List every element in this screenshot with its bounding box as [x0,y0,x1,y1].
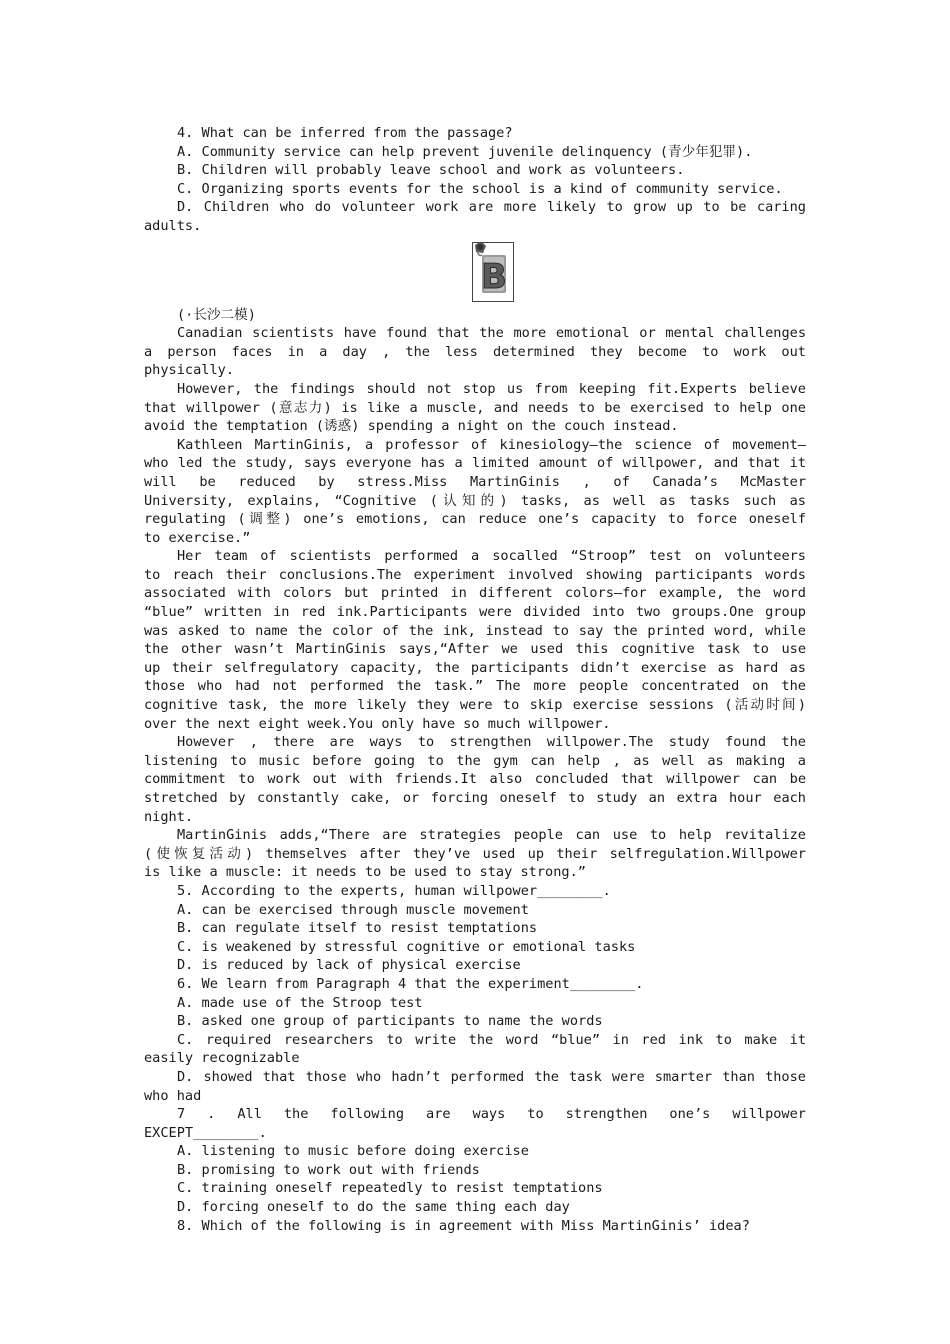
option-4b: B. Children will probably leave school and work as volunteers. [177,162,685,179]
passage-a-question-block [144,124,806,236]
source-label: (·长沙二模) [177,306,256,323]
section-header [144,236,806,306]
question-4: 4. What can be inferred from the passage? [177,125,513,141]
passage-b-text-line: University, explains, “Cognitive (认知的) tasks, as well as tasks such as [144,492,806,509]
passage-b-text-line: who led the study, says everyone has a limited amount of willpower, and that it [144,455,806,472]
question-text-line: B. asked one group of participants to name the words [177,1013,603,1030]
passage-b-text-line: night. [144,808,194,825]
question-text-line: who had [144,1087,202,1104]
question-text-line: 5. According to the experts, human willpower________. [177,882,611,899]
passage-b-text-line: avoid the temptation (诱惑) spending a night on the couch instead. [144,418,679,435]
option-4d-line2: adults. [144,217,202,234]
passage-b-text-line: MartinGinis adds,“There are strategies people can use to help revitalize [177,827,806,844]
passage-b-text-line: a person faces in a day , the less determined they become to work out [144,343,806,360]
passage-b-text-line: up their selfregulatory capacity, the participants didn’t exercise as hard as [144,659,806,676]
passage-b-text-line: regulating (调整) one’s emotions, can reduce one’s capacity to force oneself [144,511,806,528]
question-text-line: A. listening to music before doing exercise [177,1143,529,1160]
question-text-line: easily recognizable [144,1050,300,1067]
passage-b [144,324,806,882]
passage-b-text-line: Her team of scientists performed a socalled “Stroop” test on volunteers [177,548,806,565]
passage-b-text-line: listening to music before going to the gym can help , as well as making a [144,752,806,769]
passage-b-text-line: Canadian scientists have found that the more emotional or mental challenges [177,325,806,342]
option-4c: C. Organizing sports events for the school is a kind of community service. [177,180,783,197]
passage-b-text-line: was asked to name the color of the ink, instead to say the printed word, while [144,622,806,639]
passage-b-text-line: cognitive task, the more likely they were to skip exercise sessions (活动时间) [144,697,806,714]
passage-b-text-line: will be reduced by stress.Miss MartinGinis , of Canada’s McMaster [144,473,806,490]
question-text-line: C. is weakened by stressful cognitive or emotional tasks [177,938,636,955]
passage-b-text-line: associated with colors but printed in different colors—for example, the word [144,585,806,602]
passage-b-text-line: stretched by constantly cake, or forcing oneself to study an extra hour each [144,790,806,806]
document-page [144,124,806,1235]
passage-b-text-line: physically. [144,362,235,379]
passage-b-questions [144,882,806,1235]
passage-b-text-line: commitment to work out with friends.It also concluded that willpower can be [144,771,806,788]
option-4a: A. Community service can help prevent juvenile delinquency (青少年犯罪). [177,143,753,160]
passage-b-text-line: “blue” written in red ink.Participants were divided into two groups.One group [144,604,806,621]
passage-b-text-line: Kathleen MartinGinis, a professor of kinesiology—the science of movement— [177,436,806,453]
badge-graphic [473,243,513,301]
question-text-line: A. can be exercised through muscle movement [177,901,529,918]
passage-b-text-line: is like a muscle: it needs to be used to stay strong.” [144,864,586,881]
question-text-line: 8. Which of the following is in agreement with Miss MartinGinis’ idea? [177,1217,750,1234]
passage-b-text-line: that willpower (意志力) is like a muscle, and needs to be exercised to help one [144,399,806,416]
question-text-line: 7 . All the following are ways to strengthen one’s willpower [177,1106,806,1123]
question-text-line: D. showed that those who hadn’t performed the task were smarter than those [177,1068,806,1085]
question-text-line: D. forcing oneself to do the same thing each day [177,1199,570,1216]
question-text-line: C. required researchers to write the word “blue” in red ink to make it [177,1031,806,1048]
passage-b-text-line: to reach their conclusions.The experiment involved showing participants words [144,566,806,583]
question-text-line: B. promising to work out with friends [177,1161,480,1178]
question-text-line: C. training oneself repeatedly to resist temptations [177,1180,603,1197]
section-b-badge-icon [472,242,514,302]
question-text-line: B. can regulate itself to resist temptations [177,920,538,937]
question-text-line: D. is reduced by lack of physical exercise [177,957,521,974]
passage-b-text-line: those who had not performed the task.” The more people concentrated on the [144,678,806,695]
badge-letter: B [481,256,507,297]
passage-b-text-line: to exercise.” [144,529,251,546]
passage-b-text-line: the other wasn’t MartinGinis says,“After we used this cognitive task to use [144,641,806,658]
question-text-line: A. made use of the Stroop test [177,994,423,1011]
passage-b-text-line: However, the findings should not stop us from keeping fit.Experts believe [177,380,806,397]
option-4d-line1: D. Children who do volunteer work are more likely to grow up to be caring [177,199,806,216]
question-text-line: EXCEPT________. [144,1124,267,1141]
question-text-line: 6. We learn from Paragraph 4 that the experiment________. [177,975,644,992]
passage-b-text-line: (使恢复活动) themselves after they’ve used up their selfregulation.Willpower [144,845,806,862]
passage-b-text-line: over the next eight week.You only have so much willpower. [144,715,611,732]
passage-b-text-line: However , there are ways to strengthen willpower.The study found the [177,734,806,751]
